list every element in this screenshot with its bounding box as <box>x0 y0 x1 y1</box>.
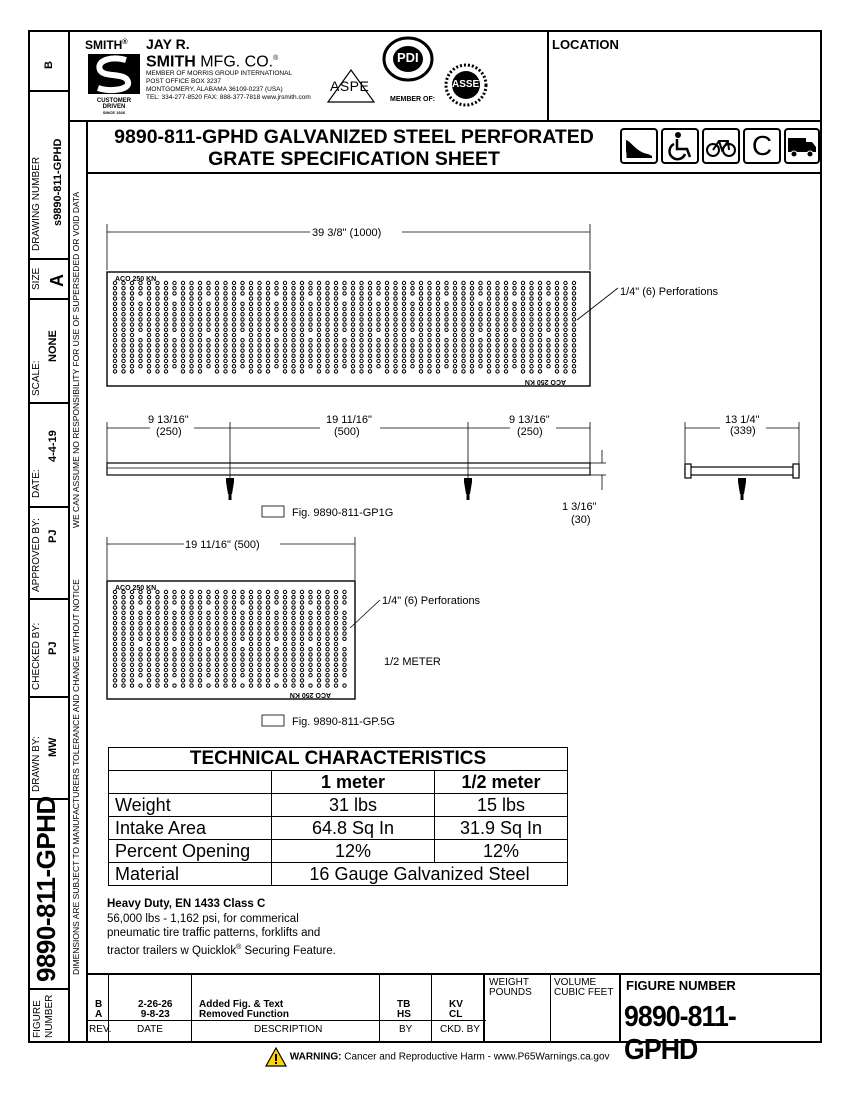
figure-number-large: 9890-811-GPHD <box>31 796 61 982</box>
sheet-title: 9890-811-GPHD GALVANIZED STEEL PERFORATED GRATE SPECIFICATION SHEET <box>114 126 594 170</box>
date-label: DATE: <box>31 469 42 498</box>
thickness-2: (30) <box>571 514 591 526</box>
grate-half-view <box>107 581 355 699</box>
end-bolt-icon <box>738 478 746 500</box>
disclaimer-tolerance: DIMENSIONS ARE SUBJECT TO MANUFACTURERS TOLERANCE AND CHANGE WITHOUT NOTICE <box>71 579 81 975</box>
figure-label: FIGURE <box>32 1000 43 1038</box>
row-value-half: 31.9 Sq In <box>435 817 568 840</box>
grate-drawings <box>90 180 820 740</box>
fig1-label: Fig. 9890-811-GP1G <box>292 507 394 519</box>
approved-by-label: APPROVED BY: <box>31 518 42 592</box>
wheelchair-icon <box>661 128 699 164</box>
s-logo-icon <box>86 52 142 96</box>
grate-marking: ACO 250 KN <box>115 585 157 592</box>
warning-icon <box>265 1047 287 1067</box>
class-c-icon: C <box>743 128 781 164</box>
table-row <box>109 863 568 886</box>
disclaimer-superseded: WE CAN ASSUME NO RESPONSIBILITY FOR USE OF SUPERSEDED OR VOID DATA <box>71 191 81 528</box>
drawing-number-label: DRAWING NUMBER <box>31 156 42 251</box>
dim-left-1: 9 13/16" <box>148 414 189 426</box>
row-label: Weight <box>109 794 272 817</box>
duty-heading: Heavy Duty, EN 1433 Class C <box>107 898 266 910</box>
row-value-1m: 12% <box>272 840 435 863</box>
drawn-by-label: DRAWN BY: <box>31 736 42 792</box>
row-label: Material <box>109 863 272 886</box>
perf-note: 1/4" (6) Perforations <box>620 286 719 298</box>
end-width-2: (339) <box>730 425 756 437</box>
tech-title: TECHNICAL CHARACTERISTICS <box>109 748 568 771</box>
revision-letter: B <box>43 61 55 69</box>
approved-by-value: PJ <box>47 529 59 543</box>
grate-marking: ACO 250 KN <box>115 276 157 283</box>
aspe-logo: ASPE <box>326 68 376 104</box>
drawn-by-value: MW <box>47 737 59 757</box>
bicycle-icon <box>702 128 740 164</box>
tech-header-blank <box>109 771 272 794</box>
half-meter-label: 1/2 METER <box>384 656 441 668</box>
locking-bolt-icon <box>226 478 472 500</box>
perf-note-2: 1/4" (6) Perforations <box>382 595 481 607</box>
figure-number-value: 9890-811-GPHD <box>624 1001 736 1066</box>
duty-notes: Heavy Duty, EN 1433 Class C 56,000 lbs - 1,162 psi, for commerical pneumatic tire traffic patterns, forklifts and tractor trailers w Quicklok® Securing Feature. <box>107 898 336 957</box>
smith-mark: SMITH <box>85 38 123 52</box>
row-value-half: 12% <box>435 840 568 863</box>
dim-mid-1: 19 11/16" <box>326 414 372 426</box>
row-value-1m: 64.8 Sq In <box>272 817 435 840</box>
fig2-label: Fig. 9890-811-GP.5G <box>292 716 395 728</box>
location-divider <box>547 30 549 122</box>
pdi-logo: PDI <box>382 36 434 82</box>
tech-col-1m: 1 meter <box>272 771 435 794</box>
row-label: Percent Opening <box>109 840 272 863</box>
size-value: A <box>47 274 67 287</box>
dim-left-2: (250) <box>156 426 182 438</box>
drawing-number: s9890-811-GPHD <box>52 138 64 226</box>
location-label: LOCATION <box>552 37 619 52</box>
company-address: MEMBER OF MORRIS GROUP INTERNATIONAL POST OFFICE BOX 3237 MONTGOMERY, ALABAMA 36109-0237 (USA) TEL: 334-277-8520 FAX: 888-377-7818 www.jrsmith.com <box>146 70 311 101</box>
tech-col-half: 1/2 meter <box>435 771 568 794</box>
grate-marking: ACO 250 KN <box>524 378 566 385</box>
row-label: Intake Area <box>109 817 272 840</box>
title-divider <box>86 172 822 174</box>
material-value: 16 Gauge Galvanized Steel <box>272 863 568 886</box>
company-logo: SMITH® CUSTOMER DRIVEN SINCE 1926 <box>84 38 144 118</box>
header-divider <box>68 120 822 122</box>
member-of-label: MEMBER OF: <box>390 96 436 103</box>
date-value: 4-4-19 <box>47 430 59 462</box>
end-width-1: 13 1/4" <box>725 414 760 426</box>
table-row <box>109 794 568 817</box>
dim-right-2: (250) <box>517 426 543 438</box>
truck-icon <box>784 128 820 164</box>
disclaimer-divider <box>86 122 88 1043</box>
dim-mid-2: (500) <box>334 426 360 438</box>
fig2-box <box>262 715 284 726</box>
figure-number-label: FIGURE NUMBER <box>626 978 736 993</box>
checked-by-label: CHECKED BY: <box>31 622 42 690</box>
heel-icon <box>620 128 658 164</box>
row-value-1m: 31 lbs <box>272 794 435 817</box>
scale-label: SCALE: <box>31 360 42 396</box>
grate-marking: ACO 250 KN <box>289 691 331 698</box>
fig1-box <box>262 506 284 517</box>
table-row <box>109 817 568 840</box>
size-label: SIZE <box>31 267 42 290</box>
row-value-half: 15 lbs <box>435 794 568 817</box>
asse-logo: ASSE <box>438 62 494 108</box>
scale-value: NONE <box>47 330 59 362</box>
dim-right-1: 9 13/16" <box>509 414 550 426</box>
checked-by-value: PJ <box>47 641 59 655</box>
title-block: B A 2-26-26 9-8-23 Added Fig. & Text Removed Function TB HS KV CL REV. DATE DESCRIPTION BY CKD. BY WEIGHT POUNDS VOLUME CUBIC FEET FIGURE NUMBER 9890-811-GPHD <box>86 973 822 1043</box>
technical-characteristics-table <box>108 747 568 886</box>
grate-top-view <box>107 272 590 386</box>
dimension-top-text: 39 3/8" (1000) <box>312 227 382 239</box>
number-label: NUMBER <box>44 994 55 1038</box>
dimension-half-text: 19 11/16" (500) <box>185 539 260 551</box>
company-name: JAY R. SMITH MFG. CO.® <box>146 36 279 71</box>
prop65-warning: WARNING: Cancer and Reproductive Harm - www.P65Warnings.ca.gov <box>265 1047 610 1067</box>
table-row <box>109 840 568 863</box>
thickness-1: 1 3/16" <box>562 501 597 513</box>
